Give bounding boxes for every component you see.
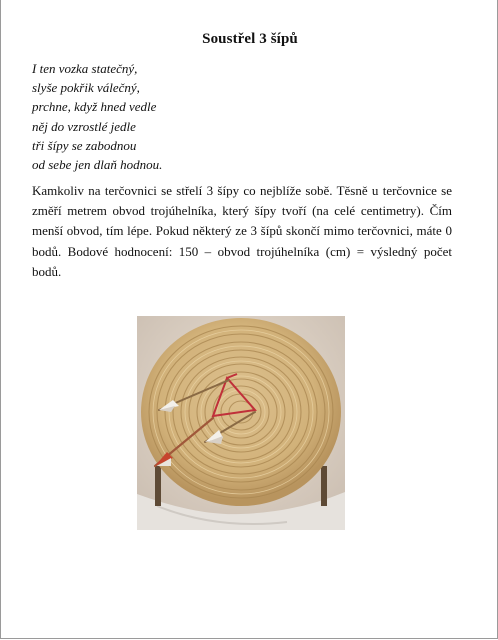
straw-target-image: [137, 316, 345, 530]
poem-line: prchne, když hned vedle: [32, 99, 157, 115]
poem-line: tři šípy se zabodnou: [32, 137, 137, 153]
rules-paragraph: Kamkoliv na terčovnici se střelí 3 šípy co nejblíže sobě. Těsně u terčovnice se změří metrem obvod trojúhelníka, který šípy tvoří (na celé centimetry). Čím menší obvod, tím lépe. Pokud některý ze 3 šípů skončí mimo terčovnici, máte 0 bodů. Bodové hodnocení: 150 – obvod trojúhelníka (cm) = výsledný počet bodů.: [32, 183, 452, 279]
poem-line: slyše pokřik válečný,: [32, 80, 140, 96]
poem-line: I ten vozka statečný,: [32, 61, 138, 76]
poem: [32, 59, 332, 174]
target-photo: [137, 316, 345, 530]
page-title: Soustřel 3 šípů: [202, 31, 298, 47]
poem-line: od sebe jen dlaň hodnou.: [32, 157, 163, 173]
poem-line: něj do vzrostlé jedle: [32, 118, 136, 134]
